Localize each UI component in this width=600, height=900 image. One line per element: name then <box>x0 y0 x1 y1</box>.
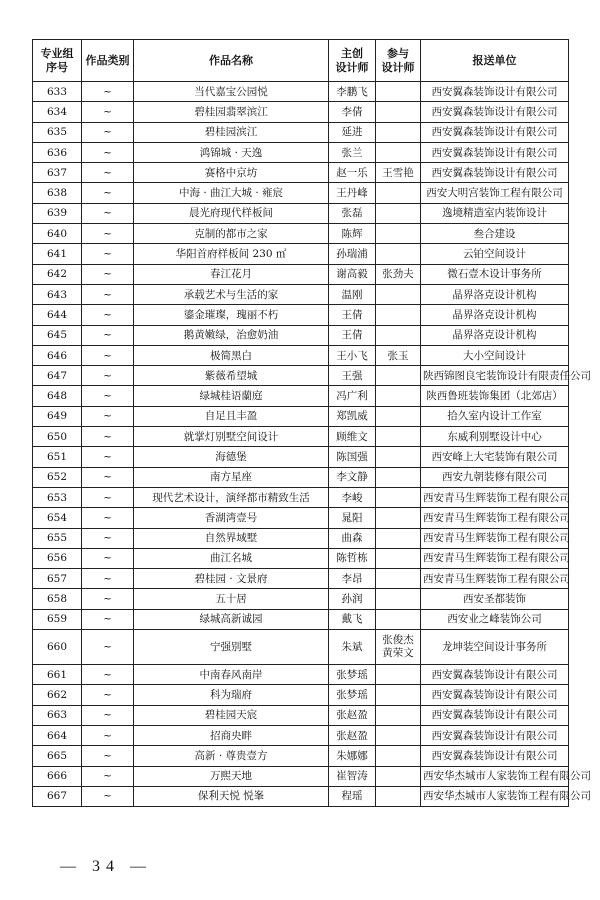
submitting-unit: 西安华杰城市人家装饰工程有限公司 <box>421 786 569 806</box>
lead-designer: 温刚 <box>329 284 376 304</box>
table-row <box>33 528 569 548</box>
entry-category: ~ <box>82 447 134 467</box>
entry-category: ~ <box>82 325 134 345</box>
entry-title: 承载艺术与生活的家 <box>134 284 329 304</box>
entry-title: 保利天悦 悦峯 <box>134 786 329 806</box>
submitting-unit: 西安翼森装饰设计有限公司 <box>421 685 569 705</box>
co-designer <box>376 427 421 447</box>
entry-number: 633 <box>33 82 82 102</box>
submitting-unit: 西安青马生辉装饰工程有限公司 <box>421 569 569 589</box>
submitting-unit: 大小空间设计 <box>421 345 569 365</box>
lead-designer: 张梦瑶 <box>329 665 376 685</box>
table-row <box>33 508 569 528</box>
co-designer <box>376 705 421 725</box>
co-designer <box>376 487 421 507</box>
co-designer <box>376 589 421 609</box>
entry-number: 656 <box>33 548 82 568</box>
lead-designer: 张兰 <box>329 142 376 162</box>
table-header <box>33 40 569 82</box>
lead-designer: 王小飞 <box>329 345 376 365</box>
entry-number: 658 <box>33 589 82 609</box>
entry-category: ~ <box>82 244 134 264</box>
co-designer <box>376 406 421 426</box>
submitting-unit: 西安业之峰装饰公司 <box>421 609 569 629</box>
entry-title: 华阳首府样板间 230 ㎡ <box>134 244 329 264</box>
table-row <box>33 746 569 766</box>
lead-designer: 谢高毅 <box>329 264 376 284</box>
submitting-unit: 西安青马生辉装饰工程有限公司 <box>421 528 569 548</box>
entry-category: ~ <box>82 665 134 685</box>
header-row <box>33 40 569 82</box>
lead-designer: 李昂 <box>329 569 376 589</box>
entry-category: ~ <box>82 183 134 203</box>
entry-title: 自然界域墅 <box>134 528 329 548</box>
co-designer <box>376 102 421 122</box>
lead-designer: 陈哲栋 <box>329 548 376 568</box>
submitting-unit: 西安翼森装饰设计有限公司 <box>421 665 569 685</box>
submitting-unit: 西安翼森装饰设计有限公司 <box>421 725 569 745</box>
entry-category: ~ <box>82 630 134 665</box>
lead-designer: 陈辉 <box>329 224 376 244</box>
co-designer <box>376 122 421 142</box>
table-row <box>33 685 569 705</box>
award-entries-table <box>32 39 591 807</box>
entry-number: 640 <box>33 224 82 244</box>
lead-designer: 张赵盈 <box>329 725 376 745</box>
entry-category: ~ <box>82 142 134 162</box>
lead-designer: 朱斌 <box>329 630 376 665</box>
entry-category: ~ <box>82 528 134 548</box>
submitting-unit: 西安圣都装饰 <box>421 589 569 609</box>
co-designer <box>376 508 421 528</box>
table-row <box>33 264 569 284</box>
submitting-unit: 西安青马生辉装饰工程有限公司 <box>421 508 569 528</box>
table-row <box>33 163 569 183</box>
co-designer <box>376 766 421 786</box>
table-row <box>33 122 569 142</box>
co-designer <box>376 685 421 705</box>
lead-designer: 李倩 <box>329 102 376 122</box>
entry-category: ~ <box>82 746 134 766</box>
table-row <box>33 609 569 629</box>
entry-number: 667 <box>33 786 82 806</box>
table-row <box>33 406 569 426</box>
entry-number: 642 <box>33 264 82 284</box>
submitting-unit: 西安峰上大宅装饰有限公司 <box>421 447 569 467</box>
co-designer <box>376 548 421 568</box>
entry-category: ~ <box>82 305 134 325</box>
entry-title: 春江花月 <box>134 264 329 284</box>
entry-category: ~ <box>82 705 134 725</box>
entry-title: 绿城高新诚园 <box>134 609 329 629</box>
co-designer: 张俊杰 黄荣文 <box>376 630 421 665</box>
co-designer <box>376 386 421 406</box>
submitting-unit: 西安翼森装饰设计有限公司 <box>421 746 569 766</box>
page-number: — 34 — <box>60 858 152 875</box>
lead-designer: 戴飞 <box>329 609 376 629</box>
co-designer-header: 参与 设计师 <box>376 40 421 82</box>
lead-designer: 张赵盈 <box>329 705 376 725</box>
entry-title: 南方星座 <box>134 467 329 487</box>
entry-category: ~ <box>82 284 134 304</box>
entry-category: ~ <box>82 685 134 705</box>
entry-number: 651 <box>33 447 82 467</box>
co-designer <box>376 528 421 548</box>
entry-number: 666 <box>33 766 82 786</box>
entry-title: 宁强别墅 <box>134 630 329 665</box>
submitting-unit: 西安翼森装饰设计有限公司 <box>421 82 569 102</box>
table-row <box>33 766 569 786</box>
entry-category: ~ <box>82 122 134 142</box>
submitting-unit: 西安大明宫装饰工程有限公司 <box>421 183 569 203</box>
entry-title: 碧桂园天宸 <box>134 705 329 725</box>
submitting-unit: 龙坤装空间设计事务所 <box>421 630 569 665</box>
lead-designer: 张磊 <box>329 203 376 223</box>
table-row <box>33 82 569 102</box>
entry-title: 中海 · 曲江大城 · 雍宸 <box>134 183 329 203</box>
entry-number: 659 <box>33 609 82 629</box>
co-designer: 张劲夫 <box>376 264 421 284</box>
table-body <box>33 82 591 807</box>
entry-number: 647 <box>33 366 82 386</box>
co-designer <box>376 366 421 386</box>
entry-title: 海德堡 <box>134 447 329 467</box>
table-row <box>33 467 569 487</box>
entry-title: 极简黑白 <box>134 345 329 365</box>
table-row <box>33 142 569 162</box>
table-row <box>33 447 569 467</box>
entry-number: 641 <box>33 244 82 264</box>
submitting-unit: 陕西锦图良宅装饰设计有限责任公司 <box>421 366 569 386</box>
entry-number: 664 <box>33 725 82 745</box>
table-row <box>33 548 569 568</box>
lead-designer: 曲森 <box>329 528 376 548</box>
submitting-unit: 西安华杰城市人家装饰工程有限公司 <box>421 766 569 786</box>
entry-category: ~ <box>82 406 134 426</box>
submitting-unit: 西安青马生辉装饰工程有限公司 <box>421 548 569 568</box>
entry-category: ~ <box>82 82 134 102</box>
entry-number: 663 <box>33 705 82 725</box>
co-designer <box>376 447 421 467</box>
table-row <box>33 244 569 264</box>
entry-number: 634 <box>33 102 82 122</box>
table-row <box>33 345 569 365</box>
entry-category: ~ <box>82 427 134 447</box>
entry-category: ~ <box>82 569 134 589</box>
lead-designer: 郑凯威 <box>329 406 376 426</box>
entry-number: 644 <box>33 305 82 325</box>
entry-category: ~ <box>82 786 134 806</box>
entry-title: 现代艺术设计，演绎都市精致生活 <box>134 487 329 507</box>
category-header: 作品类别 <box>82 40 134 82</box>
lead-designer: 朱娜娜 <box>329 746 376 766</box>
entry-title: 中南春风南岸 <box>134 665 329 685</box>
table-row <box>33 284 569 304</box>
lead-designer: 王强 <box>329 366 376 386</box>
entry-category: ~ <box>82 467 134 487</box>
entry-category: ~ <box>82 487 134 507</box>
entry-title: 赛格中京坊 <box>134 163 329 183</box>
co-designer <box>376 467 421 487</box>
entry-number: 654 <box>33 508 82 528</box>
submitting-unit: 西安翼森装饰设计有限公司 <box>421 705 569 725</box>
table-row <box>33 705 569 725</box>
submitting-unit: 拾久室内设计工作室 <box>421 406 569 426</box>
entry-title: 香湖湾壹号 <box>134 508 329 528</box>
co-designer <box>376 305 421 325</box>
lead-designer: 王倩 <box>329 305 376 325</box>
entry-category: ~ <box>82 224 134 244</box>
entry-number: 662 <box>33 685 82 705</box>
entry-title: 就掌灯别墅空间设计 <box>134 427 329 447</box>
co-designer <box>376 183 421 203</box>
entry-category: ~ <box>82 589 134 609</box>
entry-category: ~ <box>82 725 134 745</box>
entry-number: 650 <box>33 427 82 447</box>
submitting-unit-header: 报送单位 <box>421 40 569 82</box>
entry-title: 五十居 <box>134 589 329 609</box>
co-designer: 王雪艳 <box>376 163 421 183</box>
table-row <box>33 224 569 244</box>
co-designer <box>376 786 421 806</box>
entry-category: ~ <box>82 102 134 122</box>
lead-designer: 王倩 <box>329 325 376 345</box>
entry-title: 绿城桂语蘭庭 <box>134 386 329 406</box>
co-designer <box>376 284 421 304</box>
lead-designer: 顾维文 <box>329 427 376 447</box>
co-designer: 张玉 <box>376 345 421 365</box>
submitting-unit: 叁合建设 <box>421 224 569 244</box>
lead-designer: 程瑶 <box>329 786 376 806</box>
table-row <box>33 386 569 406</box>
entry-category: ~ <box>82 345 134 365</box>
co-designer <box>376 82 421 102</box>
table-row <box>33 203 569 223</box>
entry-title: 曲江名城 <box>134 548 329 568</box>
submitting-unit: 晶界洛克设计机构 <box>421 325 569 345</box>
entry-category: ~ <box>82 203 134 223</box>
entry-title: 紫薇希望城 <box>134 366 329 386</box>
submitting-unit: 西安翼森装饰设计有限公司 <box>421 122 569 142</box>
lead-designer: 李峻 <box>329 487 376 507</box>
lead-designer: 晁阳 <box>329 508 376 528</box>
lead-designer: 李文静 <box>329 467 376 487</box>
table-row <box>33 569 569 589</box>
entry-category: ~ <box>82 508 134 528</box>
work-title-header: 作品名称 <box>134 40 329 82</box>
submitting-unit: 微石壹木设计事务所 <box>421 264 569 284</box>
lead-designer: 孙润 <box>329 589 376 609</box>
submitting-unit: 云铂空间设计 <box>421 244 569 264</box>
table-row <box>33 725 569 745</box>
co-designer <box>376 609 421 629</box>
entry-title: 鸿锦城 · 天逸 <box>134 142 329 162</box>
co-designer <box>376 325 421 345</box>
table-row <box>33 183 569 203</box>
entry-number: 636 <box>33 142 82 162</box>
group-number-header: 专业组 序号 <box>33 40 82 82</box>
table-row <box>33 786 569 806</box>
submitting-unit: 西安九朝装修有限公司 <box>421 467 569 487</box>
entry-title: 万熙天地 <box>134 766 329 786</box>
lead-designer: 王丹峰 <box>329 183 376 203</box>
entry-title: 招商央畔 <box>134 725 329 745</box>
co-designer <box>376 244 421 264</box>
entry-number: 665 <box>33 746 82 766</box>
table-row <box>33 427 569 447</box>
entry-number: 639 <box>33 203 82 223</box>
lead-designer: 延进 <box>329 122 376 142</box>
entry-number: 661 <box>33 665 82 685</box>
entry-number: 653 <box>33 487 82 507</box>
entry-category: ~ <box>82 366 134 386</box>
entry-category: ~ <box>82 386 134 406</box>
submitting-unit: 西安翼森装饰设计有限公司 <box>421 163 569 183</box>
entry-title: 科为瑞府 <box>134 685 329 705</box>
entry-title: 碧桂园 · 文景府 <box>134 569 329 589</box>
co-designer <box>376 725 421 745</box>
entry-number: 643 <box>33 284 82 304</box>
submitting-unit: 陕西鲁班装饰集团（北郊店） <box>421 386 569 406</box>
table-row <box>33 366 569 386</box>
co-designer <box>376 746 421 766</box>
co-designer <box>376 665 421 685</box>
submitting-unit: 西安翼森装饰设计有限公司 <box>421 142 569 162</box>
entry-title: 碧桂园翡翠滨江 <box>134 102 329 122</box>
entry-title: 晨光府现代样板间 <box>134 203 329 223</box>
entry-number: 655 <box>33 528 82 548</box>
co-designer <box>376 142 421 162</box>
submitting-unit: 逸境精造室内装饰设计 <box>421 203 569 223</box>
table-row <box>33 102 569 122</box>
entry-title: 高新 · 尊贵壹方 <box>134 746 329 766</box>
entry-title: 碧桂园滨江 <box>134 122 329 142</box>
entry-number: 638 <box>33 183 82 203</box>
submitting-unit: 晶界洛克设计机构 <box>421 284 569 304</box>
submitting-unit: 晶界洛克设计机构 <box>421 305 569 325</box>
entry-category: ~ <box>82 548 134 568</box>
table-row <box>33 325 569 345</box>
table-row <box>33 589 569 609</box>
lead-designer: 陈国强 <box>329 447 376 467</box>
entry-number: 645 <box>33 325 82 345</box>
lead-designer: 孙瑞浦 <box>329 244 376 264</box>
entry-title: 克制的都市之家 <box>134 224 329 244</box>
lead-designer: 李鹏飞 <box>329 82 376 102</box>
entry-number: 657 <box>33 569 82 589</box>
lead-designer: 崔智涛 <box>329 766 376 786</box>
lead-designer: 张梦瑶 <box>329 685 376 705</box>
entry-title: 当代嘉宝公园悦 <box>134 82 329 102</box>
submitting-unit: 东威利别墅设计中心 <box>421 427 569 447</box>
entry-number: 652 <box>33 467 82 487</box>
table-row <box>33 665 569 685</box>
lead-designer: 赵一乐 <box>329 163 376 183</box>
entry-category: ~ <box>82 609 134 629</box>
co-designer <box>376 224 421 244</box>
entry-category: ~ <box>82 163 134 183</box>
entry-category: ~ <box>82 264 134 284</box>
co-designer <box>376 569 421 589</box>
entry-number: 637 <box>33 163 82 183</box>
table-row <box>33 630 569 665</box>
entry-title: 鹅黄嫩绿，治愈奶油 <box>134 325 329 345</box>
submitting-unit: 西安翼森装饰设计有限公司 <box>421 102 569 122</box>
entry-number: 660 <box>33 630 82 665</box>
entry-number: 649 <box>33 406 82 426</box>
table-row <box>33 305 569 325</box>
entry-title: 鎏金璀璨，瑰丽不朽 <box>134 305 329 325</box>
table-row <box>33 487 569 507</box>
entry-number: 646 <box>33 345 82 365</box>
submitting-unit: 西安青马生辉装饰工程有限公司 <box>421 487 569 507</box>
entry-title: 自足且丰盈 <box>134 406 329 426</box>
co-designer <box>376 203 421 223</box>
lead-designer-header: 主创 设计师 <box>329 40 376 82</box>
entry-category: ~ <box>82 766 134 786</box>
lead-designer: 冯广利 <box>329 386 376 406</box>
entry-number: 635 <box>33 122 82 142</box>
entry-number: 648 <box>33 386 82 406</box>
